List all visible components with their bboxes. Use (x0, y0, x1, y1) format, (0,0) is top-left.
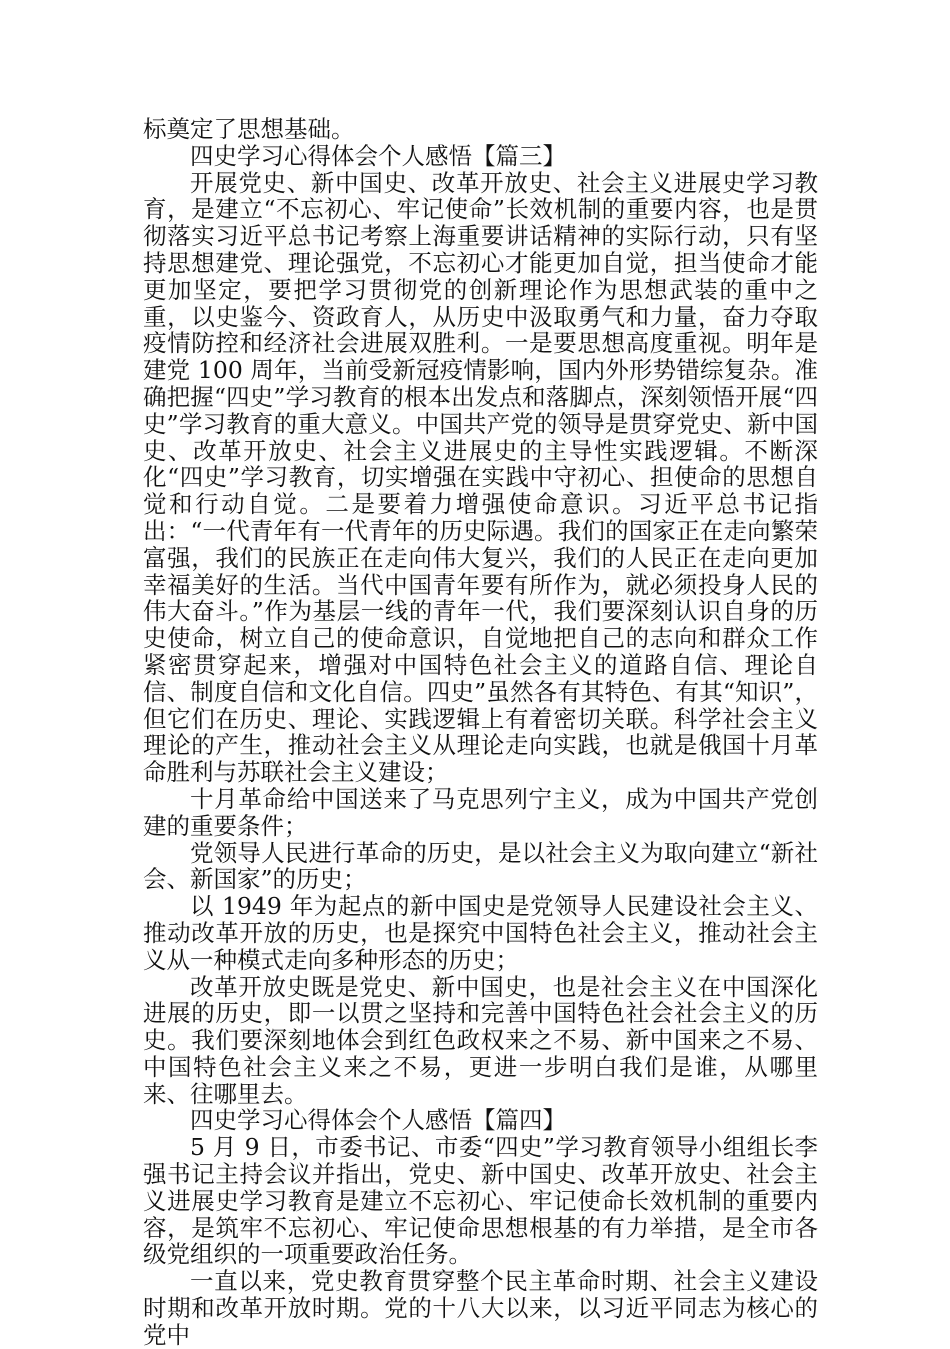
paragraph: 党领导人民进行革命的历史，是以社会主义为取向建立“新社会、新国家”的历史； (143, 838, 818, 894)
paragraph: 一直以来，党史教育贯穿整个民主革命时期、社会主义建设时期和改革开放时期。党的十八大以来，以习近平同志为核心的党中 (143, 1267, 818, 1349)
paragraph: 十月革命给中国送来了马克思列宁主义，成为中国共产党创建的重要条件； (143, 784, 818, 840)
paragraph: 改革开放史既是党史、新中国史，也是社会主义在中国深化进展的历史，即一以贯之坚持和完善中国特色社会社会主义的历史。我们要深刻地体会到红色政权来之不易、新中国来之不易、中国特色社会主义来之不易，更进一步明白我们是谁，从哪里来、往哪里去。 (143, 972, 818, 1108)
document-body (143, 116, 818, 1349)
paragraph: 以 1949 年为起点的新中国史是党领导人民建设社会主义、推动改革开放的历史，也是探究中国特色社会主义，推动社会主义从一种模式走向多种形态的历史； (143, 892, 818, 974)
section-heading-part-three: 四史学习心得体会个人感悟【篇三】 (190, 141, 566, 170)
section-heading-part-four: 四史学习心得体会个人感悟【篇四】 (190, 1106, 566, 1135)
paragraph: 开展党史、新中国史、改革开放史、社会主义进展史学习教育，是建立“不忘初心、牢记使命”长效机制的重要内容，也是贯彻落实习近平总书记考察上海重要讲话精神的实际行动，只有坚持思想建党、理论强党，不忘初心才能更加自觉，担当使命才能更加坚定，要把学习贯彻党的创新理论作为思想武装的重中之重，以史鉴今、资政育人，从历史中汲取勇气和力量，奋力夺取疫情防控和经济社会进展双胜利。一是要思想高度重视。明年是建党 100 周年，当前受新冠疫情影响，国内外形势错综复杂。准确把握“四史”学习教育的根本出发点和落脚点，深刻领悟开展“四史”学习教育的重大意义。中国共产党的领导是贯穿党史、新中国史、改革开放史、社会主义进展史的主导性实践逻辑。不断深化“四史”学习教育，切实增强在实践中守初心、担使命的思想自觉和行动自觉。二是要着力增强使命意识。习近平总书记指出：“一代青年有一代青年的历史际遇。我们的国家正在走向繁荣富强，我们的民族正在走向伟大复兴，我们的人民正在走向更加幸福美好的生活。当代中国青年要有所作为，就必须投身人民的伟大奋斗。”作为基层一线的青年一代，我们要深刻认识自身的历史使命，树立自己的使命意识，自觉地把自己的志向和群众工作紧密贯穿起来，增强对中国特色社会主义的道路自信、理论自信、制度自信和文化自信。四史”虽然各有其特色、有其“知识”，但它们在历史、理论、实践逻辑上有着密切关联。科学社会主义理论的产生，推动社会主义从理论走向实践，也就是俄国十月革命胜利与苏联社会主义建设； (143, 168, 818, 787)
paragraph-continuation: 标奠定了思想基础。 (143, 115, 355, 143)
paragraph: 5 月 9 日，市委书记、市委“四史”学习教育领导小组组长李强书记主持会议并指出，党史、新中国史、改革开放史、社会主义进展史学习教育是建立不忘初心、牢记使命长效机制的重要内容，是筑牢不忘初心、牢记使命思想根基的有力举措，是全市各级党组织的一项重要政治任务。 (143, 1133, 818, 1269)
